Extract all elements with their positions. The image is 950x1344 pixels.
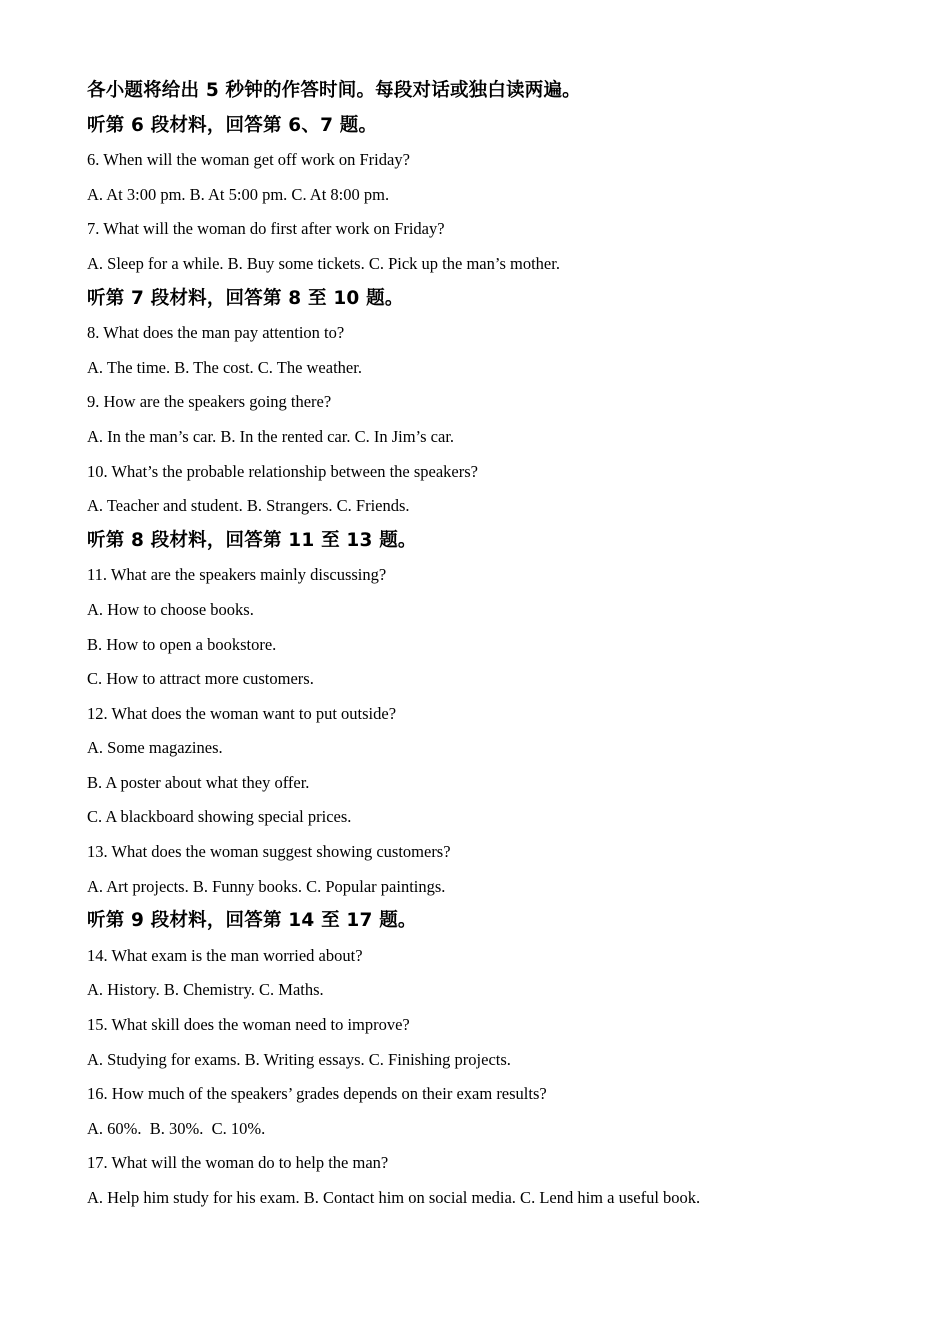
options-8: A. The time. B. The cost. C. The weather. bbox=[87, 357, 362, 377]
question-10: 10. What’s the probable relationship between the speakers? bbox=[87, 461, 478, 481]
option-11a: A. How to choose books. bbox=[87, 599, 254, 619]
instructions-heading: 各小题将给出 5 秒钟的作答时间。每段对话或独白读两遍。 bbox=[87, 80, 581, 101]
options-17: A. Help him study for his exam. B. Contact him on social media. C. Lend him a useful book. bbox=[87, 1188, 701, 1207]
option-11c: C. How to attract more customers. bbox=[87, 669, 314, 689]
question-6: 6. When will the woman get off work on Friday? bbox=[87, 150, 410, 170]
question-8: 8. What does the man pay attention to? bbox=[87, 323, 345, 343]
question-17: 17. What will the woman do to help the man? bbox=[87, 1153, 389, 1173]
section-7 bbox=[87, 282, 887, 524]
section-heading: 听第 7 段材料，回答第 8 至 10 题。 bbox=[87, 287, 404, 309]
option-12a: A. Some magazines. bbox=[87, 738, 223, 758]
section-heading: 听第 9 段材料，回答第 14 至 17 题。 bbox=[87, 910, 417, 932]
question-7: 7. What will the woman do first after work on Friday? bbox=[87, 219, 445, 239]
section-6 bbox=[87, 109, 887, 282]
section-heading: 听第 6 段材料，回答第 6、7 题。 bbox=[87, 114, 378, 136]
options-14: A. History. B. Chemistry. C. Maths. bbox=[87, 980, 324, 1000]
options-15: A. Studying for exams. B. Writing essays. C. Finishing projects. bbox=[87, 1049, 511, 1069]
options-13: A. Art projects. B. Funny books. C. Popular paintings. bbox=[87, 876, 446, 896]
option-12b: B. A poster about what they offer. bbox=[87, 772, 310, 792]
section-8 bbox=[87, 524, 887, 905]
options-9: A. In the man’s car. B. In the rented car. C. In Jim’s car. bbox=[87, 426, 455, 446]
question-9: 9. How are the speakers going there? bbox=[87, 392, 332, 412]
option-12c: C. A blackboard showing special prices. bbox=[87, 807, 352, 827]
exam-page bbox=[87, 74, 887, 1216]
question-13: 13. What does the woman suggest showing customers? bbox=[87, 842, 451, 862]
question-12: 12. What does the woman want to put outside? bbox=[87, 703, 397, 723]
options-7: A. Sleep for a while. B. Buy some tickets. C. Pick up the man’s mother. bbox=[87, 253, 560, 273]
options-6: A. At 3:00 pm. B. At 5:00 pm. C. At 8:00 pm. bbox=[87, 184, 390, 204]
options-16: A. 60%. B. 30%. C. 10%. bbox=[87, 1118, 266, 1138]
question-14: 14. What exam is the man worried about? bbox=[87, 945, 363, 965]
option-11b: B. How to open a bookstore. bbox=[87, 634, 277, 654]
section-9 bbox=[87, 904, 887, 1215]
question-16: 16. How much of the speakers’ grades depends on their exam results? bbox=[87, 1084, 547, 1104]
question-11: 11. What are the speakers mainly discussing? bbox=[87, 565, 387, 585]
question-15: 15. What skill does the woman need to improve? bbox=[87, 1015, 410, 1035]
section-heading: 听第 8 段材料，回答第 11 至 13 题。 bbox=[87, 529, 417, 551]
options-10: A. Teacher and student. B. Strangers. C. Friends. bbox=[87, 496, 410, 516]
